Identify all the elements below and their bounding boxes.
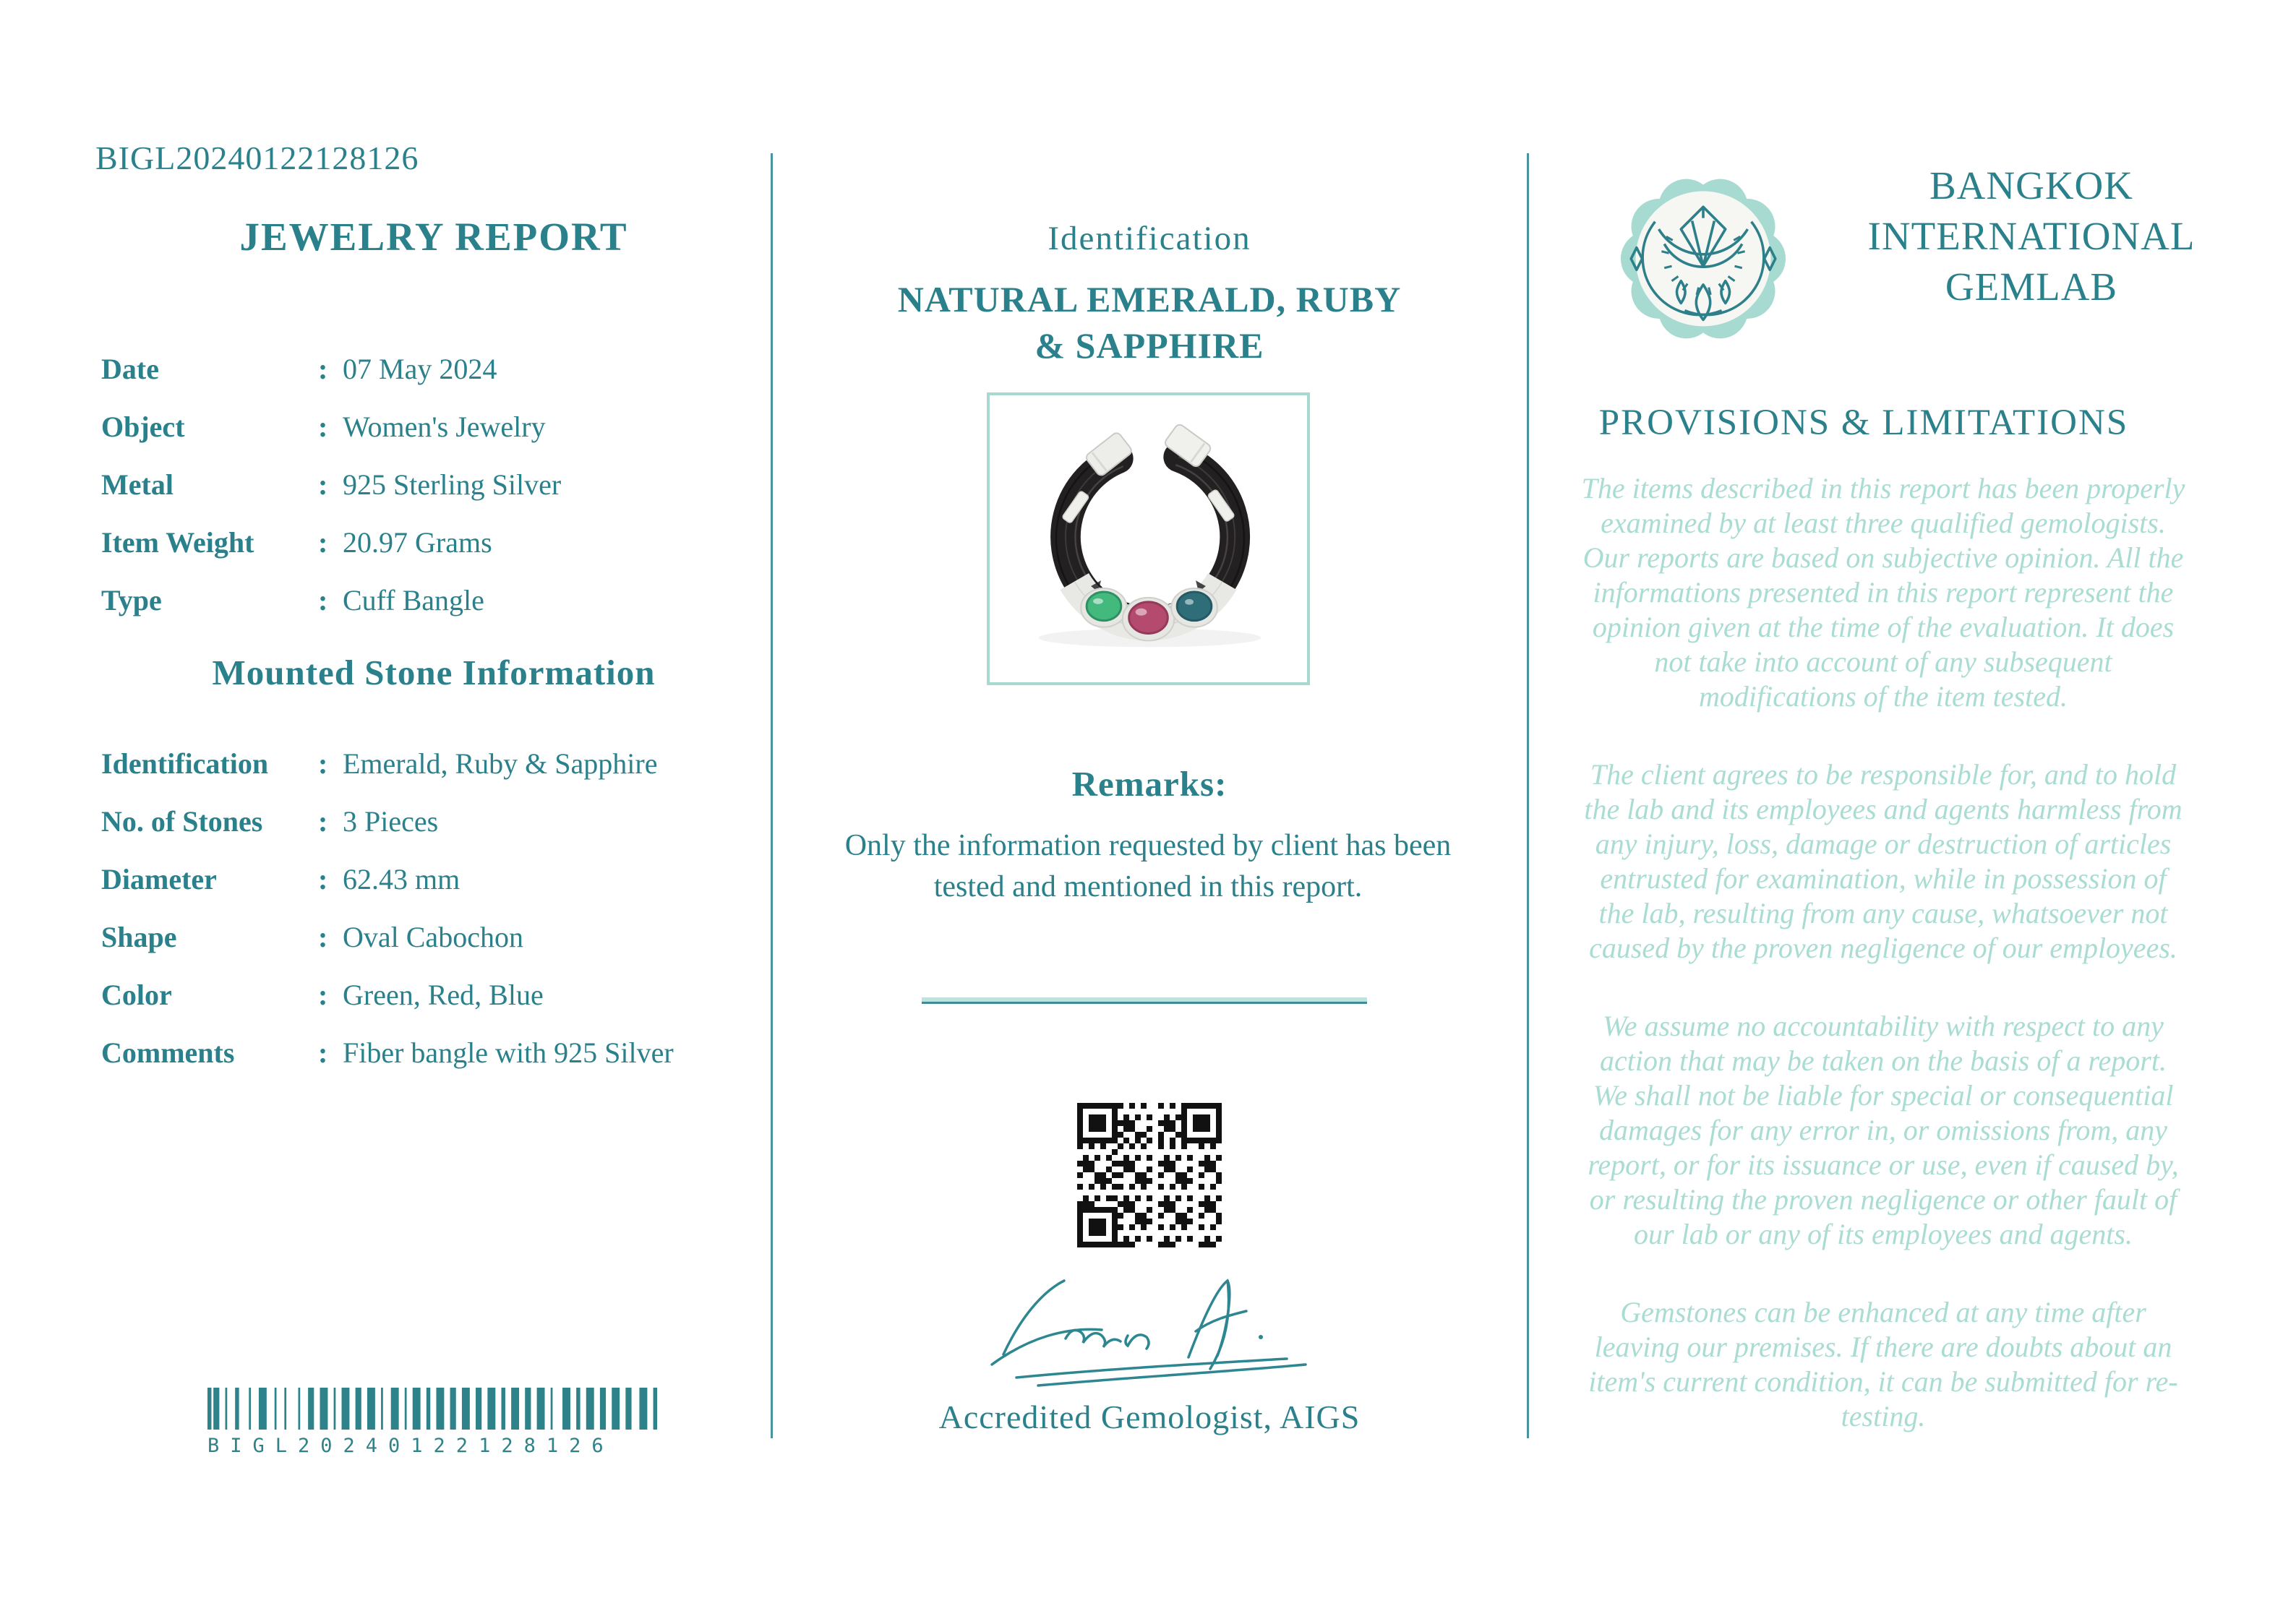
colon-separator: :: [318, 525, 328, 559]
field-label: Metal: [101, 468, 174, 501]
field-value: Women's Jewelry: [343, 410, 546, 443]
provisions-paragraph-2: The client agrees to be responsible for, and to hold the lab and its employees and agents harmless from any injury, loss, damage or destruction of articles entrusted for examination, while in possession of the lab, resulting from any cause, whatsoever not caused by the proven negligence of our employees.: [1584, 758, 2183, 964]
provisions-paragraph-3: We assume no accountability with respect to any action that may be taken on the basis of a report. We shall not be liable for special or consequential damages for any error in, or omissions from, any report, or for its issuance or use, even if caused by, or resulting the proven negligence or other fault of our lab or any of its employees and agents.: [1588, 1010, 2179, 1250]
provisions-paragraph-4: Gemstones can be enhanced at any time after leaving our premises. If there are doubts about an item's current condition, it can be submitted for re-testing.: [1588, 1296, 2178, 1432]
field-label: Comments: [101, 1036, 235, 1069]
signature: [974, 1269, 1322, 1396]
field-label: Shape: [101, 920, 177, 953]
stone-fields: [101, 734, 759, 1081]
colon-separator: :: [318, 468, 328, 501]
field-value: 07 May 2024: [343, 352, 497, 385]
identification-heading: Identification: [1048, 220, 1251, 257]
report-number: BIGL20240122128126: [95, 139, 419, 176]
field-row-identification: [101, 734, 759, 792]
jewelry-photo: [990, 395, 1307, 682]
sapphire-stone: [1177, 592, 1212, 621]
field-value: 20.97 Grams: [343, 525, 492, 559]
colon-separator: :: [318, 862, 328, 895]
report-fields: [101, 340, 759, 629]
field-row-no-of-stones: [101, 792, 759, 850]
barcode-bars: [207, 1388, 657, 1430]
field-value: 3 Pieces: [343, 804, 439, 838]
field-row-date: [101, 340, 759, 398]
field-row-metal: [101, 455, 759, 513]
field-row-color: [101, 966, 759, 1023]
colon-separator: :: [318, 583, 328, 616]
colon-separator: :: [318, 978, 328, 1011]
field-value: 62.43 mm: [343, 862, 461, 895]
field-value: Emerald, Ruby & Sapphire: [343, 747, 658, 780]
column-divider-right: [1527, 153, 1529, 1438]
remarks-text: Only the information requested by client has been tested and mentioned in this report.: [844, 829, 1452, 903]
field-label: Date: [101, 352, 159, 385]
provisions-heading: PROVISIONS & LIMITATIONS: [1598, 403, 2129, 443]
field-row-comments: [101, 1023, 759, 1081]
ruby-stone: [1129, 602, 1168, 634]
field-label: Diameter: [101, 862, 217, 895]
field-row-diameter: [101, 850, 759, 908]
field-value: Green, Red, Blue: [343, 978, 544, 1011]
field-label: Identification: [101, 747, 269, 780]
field-value: Cuff Bangle: [343, 583, 484, 616]
barcode-text: BIGL20240122128126: [207, 1435, 614, 1457]
horizontal-divider: [922, 997, 1367, 1004]
field-label: Item Weight: [101, 525, 254, 559]
lab-name-line2: INTERNATIONAL: [1867, 214, 2196, 258]
provisions-paragraph-1: The items described in this report has been properly examined by at least three qualified gemologists. Our reports are based on subjective opinion. All the informations presented in this report represent the opinion given at the time of the evaluation. It does not take into account of any subsequent modifications of the item tested.: [1581, 472, 2185, 713]
field-label: Color: [101, 978, 172, 1011]
column-divider-left: [771, 153, 773, 1438]
remarks-heading: Remarks:: [1071, 764, 1228, 804]
gemlab-logo-icon: [1611, 166, 1796, 351]
qr-code: [1077, 1103, 1222, 1247]
lab-name-line1: BANGKOK: [1929, 163, 2133, 207]
field-value: Oval Cabochon: [343, 920, 523, 953]
colon-separator: :: [318, 1036, 328, 1069]
identification-result-line2: & SAPPHIRE: [1035, 325, 1264, 366]
barcode: [207, 1388, 657, 1457]
field-label: Type: [101, 583, 162, 616]
field-value: 925 Sterling Silver: [343, 468, 562, 501]
lab-name: [1829, 160, 2234, 312]
field-value: Fiber bangle with 925 Silver: [343, 1036, 674, 1069]
field-label: Object: [101, 410, 185, 443]
field-row-shape: [101, 908, 759, 966]
field-row-object: [101, 398, 759, 455]
colon-separator: :: [318, 804, 328, 838]
emerald-stone: [1087, 592, 1121, 621]
lab-name-line3: GEMLAB: [1945, 265, 2118, 309]
field-label: No. of Stones: [101, 804, 263, 838]
mounted-stone-heading: Mounted Stone Information: [212, 653, 656, 692]
colon-separator: :: [318, 920, 328, 953]
field-row-item-weight: [101, 513, 759, 571]
identification-result: [824, 276, 1475, 369]
jewelry-photo-frame: [987, 392, 1310, 685]
signer-title: Accredited Gemologist, AIGS: [938, 1399, 1361, 1435]
colon-separator: :: [318, 352, 328, 385]
colon-separator: :: [318, 747, 328, 780]
page-title: JEWELRY REPORT: [239, 215, 628, 259]
colon-separator: :: [318, 410, 328, 443]
provisions-text: [1580, 471, 2187, 1477]
identification-result-line1: NATURAL EMERALD, RUBY: [897, 279, 1402, 319]
field-row-type: [101, 571, 759, 629]
